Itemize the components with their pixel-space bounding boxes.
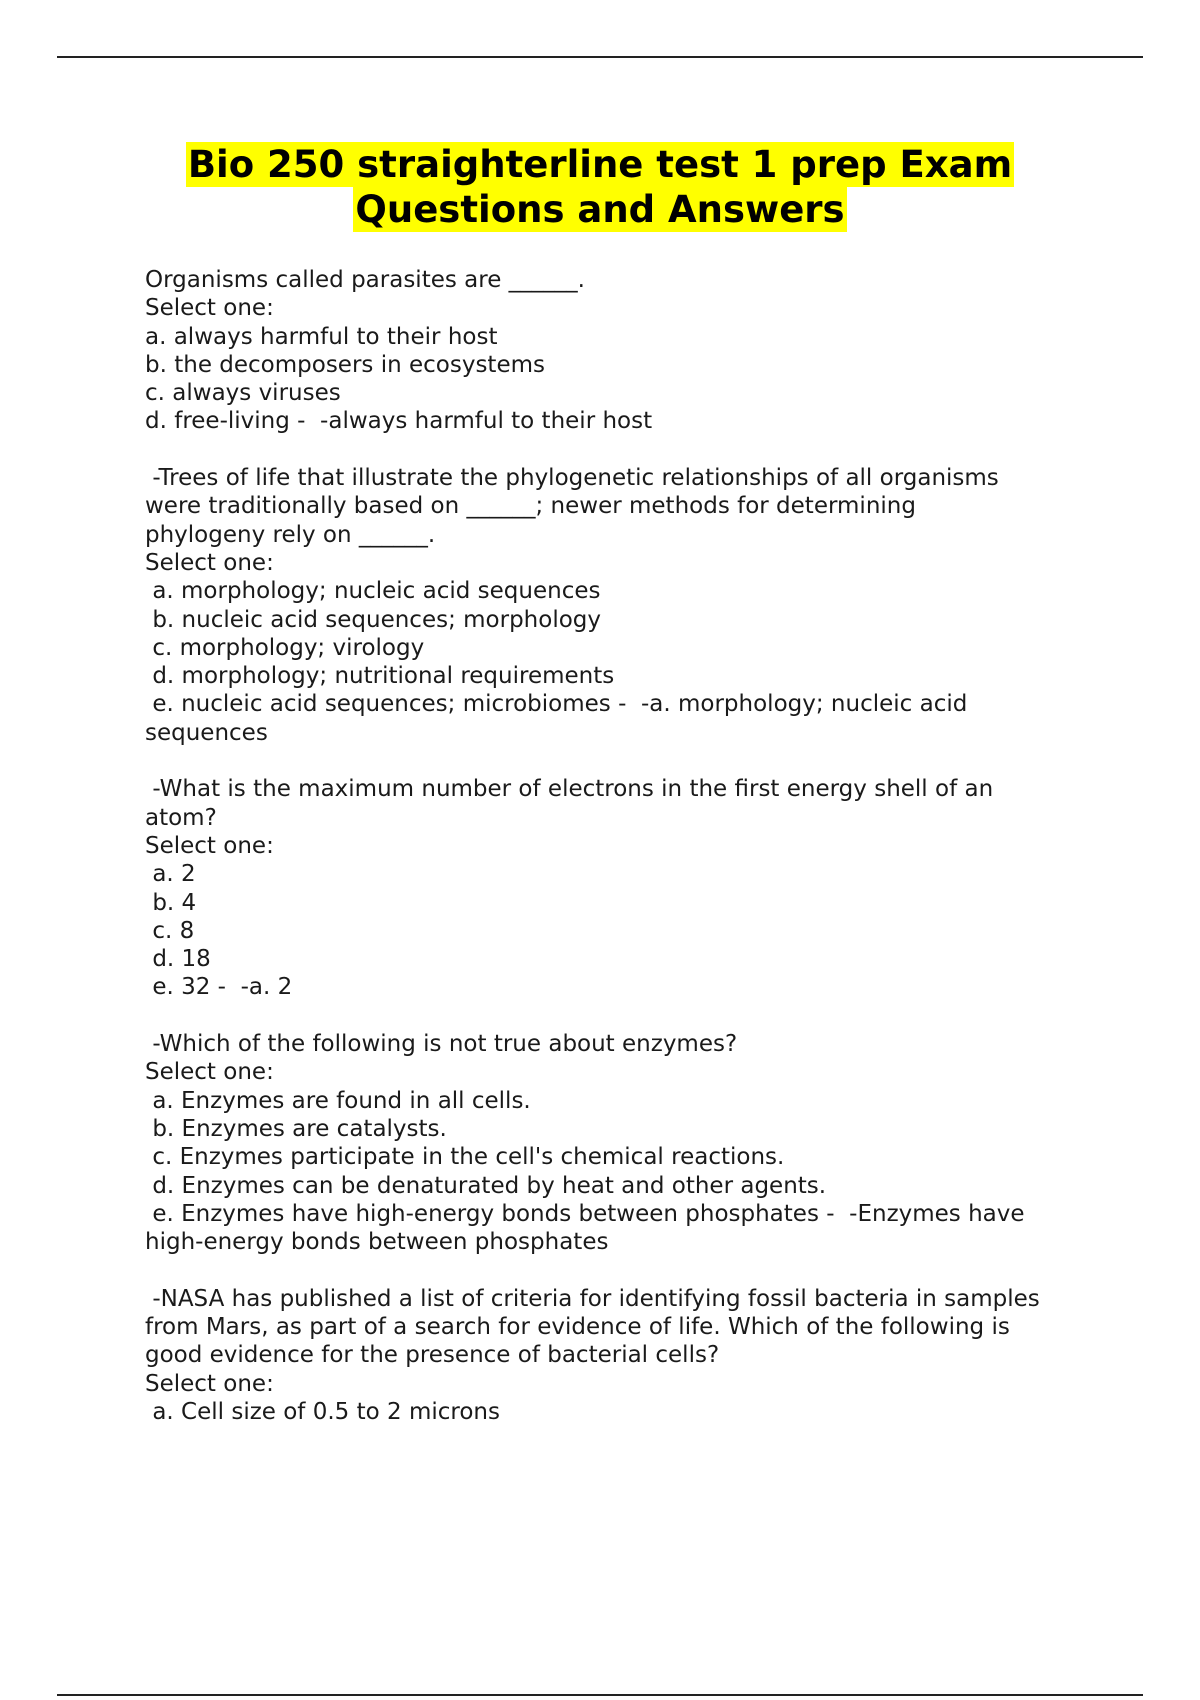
question-4-line-1: -Which of the following is not true about enzymes? xyxy=(145,1031,738,1058)
question-5-line-5: a. Cell size of 0.5 to 2 microns xyxy=(145,1398,500,1425)
question-2-line-8: d. morphology; nutritional requirements xyxy=(145,663,615,690)
question-1-line-3: a. always harmful to their host xyxy=(145,323,498,350)
question-2-line-3: phylogeny rely on ______. xyxy=(145,521,436,548)
question-2-line-9: e. nucleic acid sequences; microbiomes - -a. morphology; nucleic acid xyxy=(145,691,968,718)
question-4-line-4: b. Enzymes are catalysts. xyxy=(145,1115,447,1142)
question-5-line-3: good evidence for the presence of bacterial cells? xyxy=(145,1342,720,1369)
question-3-line-7: d. 18 xyxy=(145,946,211,973)
question-1-line-1: Organisms called parasites are ______. xyxy=(145,267,585,293)
question-list xyxy=(145,266,1105,1454)
question-1-line-2: Select one: xyxy=(145,295,274,322)
question-2-line-1: -Trees of life that illustrate the phylogenetic relationships of all organisms xyxy=(145,465,999,492)
question-2-line-10: sequences xyxy=(145,719,268,746)
question-block-2 xyxy=(145,464,1105,747)
question-1-line-4: b. the decomposers in ecosystems xyxy=(145,351,545,378)
title-line-2: Questions and Answers xyxy=(355,188,845,231)
top-rule xyxy=(57,56,1143,58)
page-title xyxy=(100,142,1100,232)
question-5-line-2: from Mars, as part of a search for evidence of life. Which of the following is xyxy=(145,1313,1010,1340)
question-1-line-5: c. always viruses xyxy=(145,380,341,407)
question-4-line-6: d. Enzymes can be denaturated by heat and other agents. xyxy=(145,1172,827,1199)
question-2-line-7: c. morphology; virology xyxy=(145,634,425,661)
title-line-1: Bio 250 straighterline test 1 prep Exam xyxy=(187,143,1013,186)
question-4-line-3: a. Enzymes are found in all cells. xyxy=(145,1087,531,1114)
question-4-line-8: high-energy bonds between phosphates xyxy=(145,1229,609,1256)
question-4-line-7: e. Enzymes have high-energy bonds between phosphates - -Enzymes have xyxy=(145,1200,1025,1227)
question-3-line-6: c. 8 xyxy=(145,917,195,944)
question-2-line-4: Select one: xyxy=(145,549,274,576)
question-3-line-3: Select one: xyxy=(145,832,274,859)
question-1-line-6: d. free-living - -always harmful to their host xyxy=(145,408,653,435)
question-2-line-2: were traditionally based on ______; newer methods for determining xyxy=(145,493,916,520)
question-2-line-6: b. nucleic acid sequences; morphology xyxy=(145,606,601,633)
question-4-line-2: Select one: xyxy=(145,1059,274,1086)
question-3-line-1: -What is the maximum number of electrons in the first energy shell of an xyxy=(145,776,994,803)
question-5-line-4: Select one: xyxy=(145,1370,274,1397)
question-block-1 xyxy=(145,266,1105,436)
question-block-3 xyxy=(145,775,1105,1001)
question-5-line-1: -NASA has published a list of criteria for identifying fossil bacteria in samples xyxy=(145,1285,1040,1312)
question-3-line-2: atom? xyxy=(145,804,217,831)
question-3-line-8: e. 32 - -a. 2 xyxy=(145,974,293,1001)
question-2-line-5: a. morphology; nucleic acid sequences xyxy=(145,578,601,605)
bottom-rule xyxy=(57,1694,1143,1696)
question-block-5 xyxy=(145,1285,1105,1426)
question-3-line-5: b. 4 xyxy=(145,889,197,916)
question-4-line-5: c. Enzymes participate in the cell's chemical reactions. xyxy=(145,1144,785,1171)
question-block-4 xyxy=(145,1030,1105,1256)
question-3-line-4: a. 2 xyxy=(145,861,196,888)
